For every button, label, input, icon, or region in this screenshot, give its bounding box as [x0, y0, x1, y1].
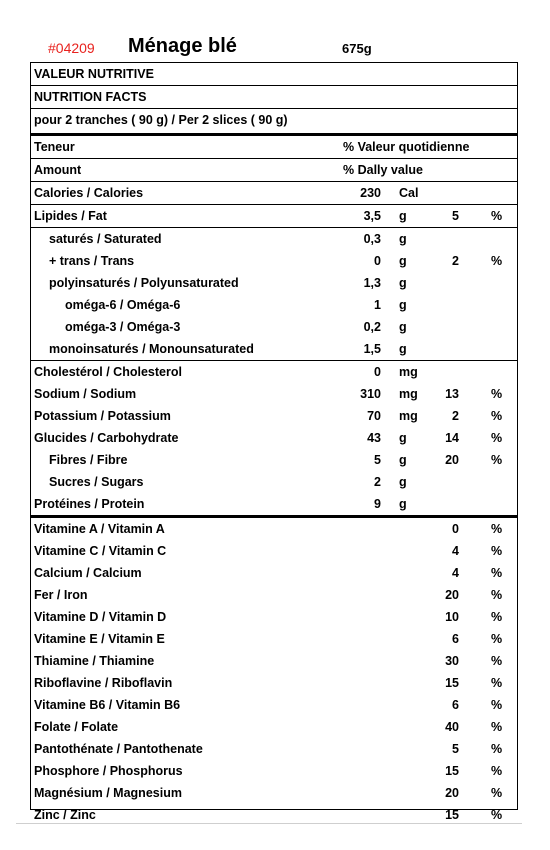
vitamin-percent-sign: % [491, 742, 503, 756]
product-code: #04209 [48, 40, 95, 56]
nutrient-amount: 70 [367, 409, 381, 423]
dv-header-en: % Dally value [343, 163, 423, 177]
nutrient-amount: 43 [367, 431, 381, 445]
vitamin-daily-value: 4 [452, 544, 459, 558]
dv-header-fr: % Valeur quotidienne [343, 140, 470, 154]
vitamin-daily-value: 5 [452, 742, 459, 756]
nutrient-label: Cholestérol / Cholesterol [34, 365, 182, 379]
vitamin-daily-value: 4 [452, 566, 459, 580]
nutrient-amount: 0 [374, 254, 381, 268]
nutrient-unit: g [399, 276, 407, 290]
title-fr: VALEUR NUTRITIVE [34, 67, 154, 81]
vitamin-daily-value: 20 [445, 588, 459, 602]
nutrient-unit: g [399, 497, 407, 511]
nutrient-daily-value: 20 [445, 453, 459, 467]
vitamin-label: Vitamine D / Vitamin D [34, 610, 167, 624]
nutrient-unit: mg [399, 365, 418, 379]
vitamin-label: Vitamine A / Vitamin A [34, 522, 165, 536]
nutrient-percent-sign: % [491, 431, 503, 445]
nutrient-label: + trans / Trans [49, 254, 135, 268]
vitamin-daily-value: 0 [452, 522, 459, 536]
nutrient-amount: 5 [374, 453, 381, 467]
nutrient-amount: 3,5 [363, 209, 381, 223]
nutrient-unit: g [399, 209, 407, 223]
serving-size: pour 2 tranches ( 90 g) / Per 2 slices ( 90 g) [34, 113, 288, 127]
vitamin-percent-sign: % [491, 610, 503, 624]
nutrient-label: Glucides / Carbohydrate [34, 431, 179, 445]
nutrient-label: oméga-3 / Oméga-3 [65, 320, 181, 334]
vitamin-daily-value: 20 [445, 786, 459, 800]
nutrient-unit: g [399, 342, 407, 356]
nutrient-amount: 1,5 [363, 342, 381, 356]
vitamin-label: Vitamine C / Vitamin C [34, 544, 167, 558]
vitamin-percent-sign: % [491, 544, 503, 558]
nutrient-amount: 0 [374, 365, 381, 379]
nutrient-amount: 310 [360, 387, 381, 401]
bottom-rule [16, 823, 522, 824]
vitamin-percent-sign: % [491, 522, 503, 536]
vitamin-percent-sign: % [491, 808, 503, 822]
nutrient-amount: 1 [374, 298, 381, 312]
nutrient-unit: g [399, 232, 407, 246]
vitamin-daily-value: 6 [452, 698, 459, 712]
nutrient-amount: 0,3 [363, 232, 381, 246]
vitamin-label: Vitamine E / Vitamin E [34, 632, 165, 646]
nutrient-unit: g [399, 298, 407, 312]
nutrient-unit: g [399, 453, 407, 467]
nutrient-label: Sucres / Sugars [49, 475, 144, 489]
nutrient-label: Protéines / Protein [34, 497, 145, 511]
vitamin-percent-sign: % [491, 588, 503, 602]
nutrient-unit: g [399, 475, 407, 489]
nutrient-unit: mg [399, 387, 418, 401]
nutrient-percent-sign: % [491, 209, 503, 223]
vitamin-daily-value: 6 [452, 632, 459, 646]
amount-header-fr: Teneur [34, 140, 75, 154]
vitamin-daily-value: 30 [445, 654, 459, 668]
nutrient-unit: g [399, 320, 407, 334]
nutrient-percent-sign: % [491, 453, 503, 467]
nutrient-daily-value: 5 [452, 209, 459, 223]
vitamin-percent-sign: % [491, 786, 503, 800]
vitamin-percent-sign: % [491, 676, 503, 690]
vitamin-daily-value: 15 [445, 764, 459, 778]
nutrient-label: Fibres / Fibre [49, 453, 128, 467]
vitamin-percent-sign: % [491, 632, 503, 646]
nutrient-daily-value: 14 [445, 431, 459, 445]
divider [31, 158, 517, 159]
vitamin-percent-sign: % [491, 698, 503, 712]
vitamin-daily-value: 40 [445, 720, 459, 734]
vitamin-label: Riboflavine / Riboflavin [34, 676, 173, 690]
nutrient-percent-sign: % [491, 254, 503, 268]
calories-label: Calories / Calories [34, 186, 144, 200]
nutrient-unit: g [399, 254, 407, 268]
nutrient-unit: g [399, 431, 407, 445]
nutrient-amount: 0,2 [363, 320, 381, 334]
vitamin-percent-sign: % [491, 654, 503, 668]
vitamin-label: Folate / Folate [34, 720, 119, 734]
nutrient-amount: 9 [374, 497, 381, 511]
vitamin-label: Calcium / Calcium [34, 566, 142, 580]
calories-value: 230 [360, 186, 381, 200]
vitamin-daily-value: 10 [445, 610, 459, 624]
calories-unit: Cal [399, 186, 419, 200]
vitamin-percent-sign: % [491, 720, 503, 734]
amount-header-en: Amount [34, 163, 82, 177]
vitamin-daily-value: 15 [445, 676, 459, 690]
vitamin-daily-value: 15 [445, 808, 459, 822]
nutrient-unit: mg [399, 409, 418, 423]
nutrition-facts-table [30, 62, 518, 822]
product-name: Ménage blé [128, 35, 237, 57]
nutrient-label: Lipides / Fat [34, 209, 107, 223]
nutrient-daily-value: 2 [452, 409, 459, 423]
nutrient-daily-value: 13 [445, 387, 459, 401]
nutrient-label: oméga-6 / Oméga-6 [65, 298, 181, 312]
nutrient-percent-sign: % [491, 409, 503, 423]
nutrient-daily-value: 2 [452, 254, 459, 268]
product-weight: 675g [342, 41, 372, 56]
vitamin-label: Pantothénate / Pantothenate [34, 742, 203, 756]
nutrient-label: Sodium / Sodium [34, 387, 137, 401]
vitamin-label: Phosphore / Phosphorus [34, 764, 183, 778]
vitamin-percent-sign: % [491, 566, 503, 580]
vitamin-label: Thiamine / Thiamine [34, 654, 155, 668]
nutrient-percent-sign: % [491, 387, 503, 401]
vitamin-label: Zinc / Zinc [34, 808, 96, 822]
vitamin-label: Vitamine B6 / Vitamin B6 [34, 698, 181, 712]
nutrient-label: saturés / Saturated [49, 232, 162, 246]
nutrient-amount: 2 [374, 475, 381, 489]
label-header [48, 36, 518, 60]
vitamin-label: Fer / Iron [34, 588, 88, 602]
nutrient-label: polyinsaturés / Polyunsaturated [49, 276, 239, 290]
nutrient-label: monoinsaturés / Monounsaturated [49, 342, 254, 356]
title-en: NUTRITION FACTS [34, 90, 147, 104]
vitamin-label: Magnésium / Magnesium [34, 786, 182, 800]
vitamin-percent-sign: % [491, 764, 503, 778]
nutrient-label: Potassium / Potassium [34, 409, 171, 423]
nutrient-amount: 1,3 [363, 276, 381, 290]
